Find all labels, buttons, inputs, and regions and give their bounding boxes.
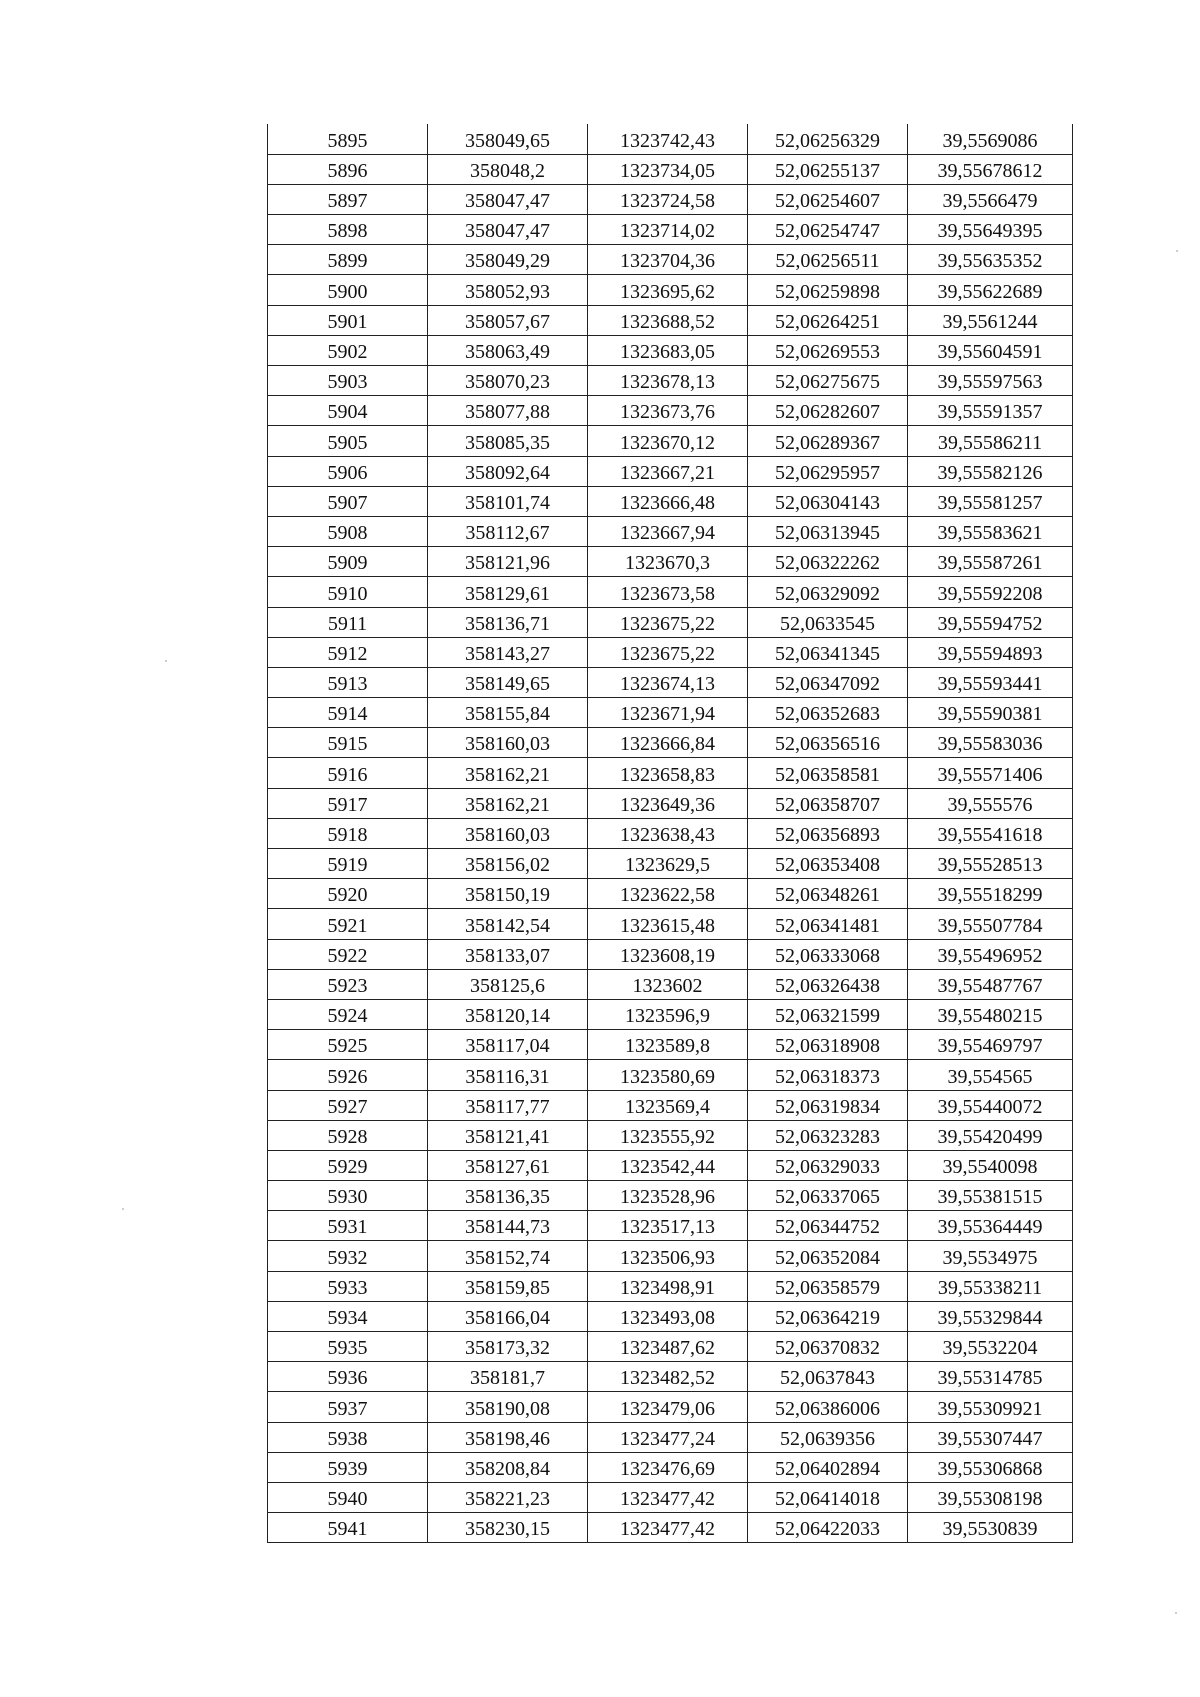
y-coordinate-cell: 1323673,76 xyxy=(588,396,748,426)
point-number-cell: 5936 xyxy=(268,1362,428,1392)
longitude-cell: 39,55571406 xyxy=(908,758,1073,788)
longitude-cell: 39,5566479 xyxy=(908,184,1073,214)
latitude-cell: 52,06319834 xyxy=(748,1090,908,1120)
latitude-cell: 52,06295957 xyxy=(748,456,908,486)
longitude-cell: 39,554565 xyxy=(908,1060,1073,1090)
y-coordinate-cell: 1323683,05 xyxy=(588,335,748,365)
latitude-cell: 52,0637843 xyxy=(748,1362,908,1392)
point-number-cell: 5900 xyxy=(268,275,428,305)
x-coordinate-cell: 358162,21 xyxy=(428,758,588,788)
table-body xyxy=(268,124,1073,1543)
latitude-cell: 52,06256329 xyxy=(748,124,908,154)
x-coordinate-cell: 358121,96 xyxy=(428,547,588,577)
x-coordinate-cell: 358149,65 xyxy=(428,667,588,697)
x-coordinate-cell: 358152,74 xyxy=(428,1241,588,1271)
longitude-cell: 39,55635352 xyxy=(908,245,1073,275)
x-coordinate-cell: 358125,6 xyxy=(428,969,588,999)
latitude-cell: 52,06282607 xyxy=(748,396,908,426)
point-number-cell: 5929 xyxy=(268,1150,428,1180)
table-row xyxy=(268,1422,1073,1452)
longitude-cell: 39,55420499 xyxy=(908,1120,1073,1150)
point-number-cell: 5895 xyxy=(268,124,428,154)
x-coordinate-cell: 358049,65 xyxy=(428,124,588,154)
table-row xyxy=(268,1060,1073,1090)
y-coordinate-cell: 1323596,9 xyxy=(588,999,748,1029)
x-coordinate-cell: 358112,67 xyxy=(428,516,588,546)
x-coordinate-cell: 358156,02 xyxy=(428,849,588,879)
y-coordinate-cell: 1323638,43 xyxy=(588,818,748,848)
point-number-cell: 5919 xyxy=(268,849,428,879)
table-row xyxy=(268,1120,1073,1150)
x-coordinate-cell: 358121,41 xyxy=(428,1120,588,1150)
x-coordinate-cell: 358063,49 xyxy=(428,335,588,365)
y-coordinate-cell: 1323629,5 xyxy=(588,849,748,879)
point-number-cell: 5934 xyxy=(268,1301,428,1331)
latitude-cell: 52,06341481 xyxy=(748,909,908,939)
y-coordinate-cell: 1323649,36 xyxy=(588,788,748,818)
x-coordinate-cell: 358136,71 xyxy=(428,607,588,637)
point-number-cell: 5898 xyxy=(268,215,428,245)
latitude-cell: 52,06358707 xyxy=(748,788,908,818)
longitude-cell: 39,5534975 xyxy=(908,1241,1073,1271)
y-coordinate-cell: 1323615,48 xyxy=(588,909,748,939)
latitude-cell: 52,06329033 xyxy=(748,1150,908,1180)
latitude-cell: 52,06269553 xyxy=(748,335,908,365)
longitude-cell: 39,55541618 xyxy=(908,818,1073,848)
latitude-cell: 52,06358581 xyxy=(748,758,908,788)
table-row xyxy=(268,1332,1073,1362)
y-coordinate-cell: 1323670,12 xyxy=(588,426,748,456)
y-coordinate-cell: 1323517,13 xyxy=(588,1211,748,1241)
x-coordinate-cell: 358221,23 xyxy=(428,1482,588,1512)
x-coordinate-cell: 358047,47 xyxy=(428,215,588,245)
point-number-cell: 5896 xyxy=(268,154,428,184)
table-row xyxy=(268,728,1073,758)
table-row xyxy=(268,1241,1073,1271)
longitude-cell: 39,55496952 xyxy=(908,939,1073,969)
table-row xyxy=(268,275,1073,305)
y-coordinate-cell: 1323673,58 xyxy=(588,577,748,607)
longitude-cell: 39,5561244 xyxy=(908,305,1073,335)
table-row xyxy=(268,909,1073,939)
x-coordinate-cell: 358190,08 xyxy=(428,1392,588,1422)
y-coordinate-cell: 1323688,52 xyxy=(588,305,748,335)
longitude-cell: 39,55594752 xyxy=(908,607,1073,637)
y-coordinate-cell: 1323671,94 xyxy=(588,698,748,728)
longitude-cell: 39,55440072 xyxy=(908,1090,1073,1120)
x-coordinate-cell: 358142,54 xyxy=(428,909,588,939)
x-coordinate-cell: 358085,35 xyxy=(428,426,588,456)
latitude-cell: 52,06353408 xyxy=(748,849,908,879)
x-coordinate-cell: 358092,64 xyxy=(428,456,588,486)
longitude-cell: 39,55487767 xyxy=(908,969,1073,999)
latitude-cell: 52,06254747 xyxy=(748,215,908,245)
table-row xyxy=(268,577,1073,607)
table-row xyxy=(268,788,1073,818)
x-coordinate-cell: 358166,04 xyxy=(428,1301,588,1331)
longitude-cell: 39,55314785 xyxy=(908,1362,1073,1392)
longitude-cell: 39,55622689 xyxy=(908,275,1073,305)
x-coordinate-cell: 358047,47 xyxy=(428,184,588,214)
table-row xyxy=(268,1030,1073,1060)
longitude-cell: 39,55586211 xyxy=(908,426,1073,456)
point-number-cell: 5940 xyxy=(268,1482,428,1512)
y-coordinate-cell: 1323580,69 xyxy=(588,1060,748,1090)
y-coordinate-cell: 1323479,06 xyxy=(588,1392,748,1422)
point-number-cell: 5932 xyxy=(268,1241,428,1271)
y-coordinate-cell: 1323658,83 xyxy=(588,758,748,788)
latitude-cell: 52,06337065 xyxy=(748,1181,908,1211)
latitude-cell: 52,06256511 xyxy=(748,245,908,275)
table-row xyxy=(268,245,1073,275)
latitude-cell: 52,06333068 xyxy=(748,939,908,969)
x-coordinate-cell: 358162,21 xyxy=(428,788,588,818)
y-coordinate-cell: 1323608,19 xyxy=(588,939,748,969)
table-row xyxy=(268,637,1073,667)
x-coordinate-cell: 358181,7 xyxy=(428,1362,588,1392)
point-number-cell: 5912 xyxy=(268,637,428,667)
y-coordinate-cell: 1323666,48 xyxy=(588,486,748,516)
y-coordinate-cell: 1323724,58 xyxy=(588,184,748,214)
longitude-cell: 39,55604591 xyxy=(908,335,1073,365)
y-coordinate-cell: 1323555,92 xyxy=(588,1120,748,1150)
point-number-cell: 5931 xyxy=(268,1211,428,1241)
table-row xyxy=(268,1090,1073,1120)
latitude-cell: 52,06304143 xyxy=(748,486,908,516)
scan-speck xyxy=(122,1208,124,1210)
latitude-cell: 52,06386006 xyxy=(748,1392,908,1422)
longitude-cell: 39,55583621 xyxy=(908,516,1073,546)
coordinates-table xyxy=(267,124,1073,1543)
point-number-cell: 5909 xyxy=(268,547,428,577)
longitude-cell: 39,55381515 xyxy=(908,1181,1073,1211)
x-coordinate-cell: 358127,61 xyxy=(428,1150,588,1180)
longitude-cell: 39,5532204 xyxy=(908,1332,1073,1362)
longitude-cell: 39,55364449 xyxy=(908,1211,1073,1241)
y-coordinate-cell: 1323667,21 xyxy=(588,456,748,486)
x-coordinate-cell: 358116,31 xyxy=(428,1060,588,1090)
table-row xyxy=(268,184,1073,214)
table-row xyxy=(268,516,1073,546)
latitude-cell: 52,06255137 xyxy=(748,154,908,184)
table-row xyxy=(268,849,1073,879)
point-number-cell: 5922 xyxy=(268,939,428,969)
latitude-cell: 52,0633545 xyxy=(748,607,908,637)
point-number-cell: 5905 xyxy=(268,426,428,456)
point-number-cell: 5920 xyxy=(268,879,428,909)
point-number-cell: 5915 xyxy=(268,728,428,758)
table-row xyxy=(268,486,1073,516)
table-row xyxy=(268,1452,1073,1482)
point-number-cell: 5924 xyxy=(268,999,428,1029)
table-row xyxy=(268,818,1073,848)
point-number-cell: 5914 xyxy=(268,698,428,728)
table-row xyxy=(268,1211,1073,1241)
latitude-cell: 52,06329092 xyxy=(748,577,908,607)
point-number-cell: 5918 xyxy=(268,818,428,848)
longitude-cell: 39,55309921 xyxy=(908,1392,1073,1422)
latitude-cell: 52,06402894 xyxy=(748,1452,908,1482)
longitude-cell: 39,55338211 xyxy=(908,1271,1073,1301)
point-number-cell: 5925 xyxy=(268,1030,428,1060)
y-coordinate-cell: 1323589,8 xyxy=(588,1030,748,1060)
x-coordinate-cell: 358077,88 xyxy=(428,396,588,426)
longitude-cell: 39,55591357 xyxy=(908,396,1073,426)
longitude-cell: 39,55518299 xyxy=(908,879,1073,909)
latitude-cell: 52,06259898 xyxy=(748,275,908,305)
longitude-cell: 39,55306868 xyxy=(908,1452,1073,1482)
point-number-cell: 5901 xyxy=(268,305,428,335)
point-number-cell: 5941 xyxy=(268,1513,428,1543)
longitude-cell: 39,55590381 xyxy=(908,698,1073,728)
latitude-cell: 52,06356516 xyxy=(748,728,908,758)
point-number-cell: 5911 xyxy=(268,607,428,637)
x-coordinate-cell: 358129,61 xyxy=(428,577,588,607)
x-coordinate-cell: 358120,14 xyxy=(428,999,588,1029)
table-row xyxy=(268,1362,1073,1392)
y-coordinate-cell: 1323542,44 xyxy=(588,1150,748,1180)
x-coordinate-cell: 358052,93 xyxy=(428,275,588,305)
point-number-cell: 5910 xyxy=(268,577,428,607)
table-row xyxy=(268,607,1073,637)
longitude-cell: 39,55507784 xyxy=(908,909,1073,939)
latitude-cell: 52,06364219 xyxy=(748,1301,908,1331)
table-row xyxy=(268,1513,1073,1543)
longitude-cell: 39,55581257 xyxy=(908,486,1073,516)
longitude-cell: 39,55587261 xyxy=(908,547,1073,577)
y-coordinate-cell: 1323477,42 xyxy=(588,1513,748,1543)
latitude-cell: 52,06318373 xyxy=(748,1060,908,1090)
y-coordinate-cell: 1323477,24 xyxy=(588,1422,748,1452)
y-coordinate-cell: 1323477,42 xyxy=(588,1482,748,1512)
x-coordinate-cell: 358150,19 xyxy=(428,879,588,909)
point-number-cell: 5921 xyxy=(268,909,428,939)
latitude-cell: 52,06341345 xyxy=(748,637,908,667)
longitude-cell: 39,5569086 xyxy=(908,124,1073,154)
longitude-cell: 39,555576 xyxy=(908,788,1073,818)
point-number-cell: 5903 xyxy=(268,366,428,396)
longitude-cell: 39,55307447 xyxy=(908,1422,1073,1452)
scan-speck xyxy=(1175,1612,1177,1614)
y-coordinate-cell: 1323674,13 xyxy=(588,667,748,697)
point-number-cell: 5928 xyxy=(268,1120,428,1150)
y-coordinate-cell: 1323498,91 xyxy=(588,1271,748,1301)
latitude-cell: 52,06275675 xyxy=(748,366,908,396)
x-coordinate-cell: 358048,2 xyxy=(428,154,588,184)
latitude-cell: 52,06313945 xyxy=(748,516,908,546)
y-coordinate-cell: 1323675,22 xyxy=(588,607,748,637)
point-number-cell: 5930 xyxy=(268,1181,428,1211)
point-number-cell: 5907 xyxy=(268,486,428,516)
longitude-cell: 39,55594893 xyxy=(908,637,1073,667)
y-coordinate-cell: 1323742,43 xyxy=(588,124,748,154)
longitude-cell: 39,5530839 xyxy=(908,1513,1073,1543)
point-number-cell: 5913 xyxy=(268,667,428,697)
x-coordinate-cell: 358101,74 xyxy=(428,486,588,516)
y-coordinate-cell: 1323675,22 xyxy=(588,637,748,667)
x-coordinate-cell: 358117,04 xyxy=(428,1030,588,1060)
table-row xyxy=(268,215,1073,245)
x-coordinate-cell: 358057,67 xyxy=(428,305,588,335)
longitude-cell: 39,55583036 xyxy=(908,728,1073,758)
table-row xyxy=(268,969,1073,999)
y-coordinate-cell: 1323506,93 xyxy=(588,1241,748,1271)
x-coordinate-cell: 358117,77 xyxy=(428,1090,588,1120)
longitude-cell: 39,55528513 xyxy=(908,849,1073,879)
point-number-cell: 5938 xyxy=(268,1422,428,1452)
x-coordinate-cell: 358133,07 xyxy=(428,939,588,969)
point-number-cell: 5935 xyxy=(268,1332,428,1362)
y-coordinate-cell: 1323487,62 xyxy=(588,1332,748,1362)
table-row xyxy=(268,667,1073,697)
point-number-cell: 5926 xyxy=(268,1060,428,1090)
table-row xyxy=(268,154,1073,184)
longitude-cell: 39,55582126 xyxy=(908,456,1073,486)
latitude-cell: 52,06352084 xyxy=(748,1241,908,1271)
point-number-cell: 5916 xyxy=(268,758,428,788)
y-coordinate-cell: 1323670,3 xyxy=(588,547,748,577)
y-coordinate-cell: 1323493,08 xyxy=(588,1301,748,1331)
table-row xyxy=(268,939,1073,969)
latitude-cell: 52,06347092 xyxy=(748,667,908,697)
point-number-cell: 5937 xyxy=(268,1392,428,1422)
y-coordinate-cell: 1323695,62 xyxy=(588,275,748,305)
longitude-cell: 39,55597563 xyxy=(908,366,1073,396)
latitude-cell: 52,06254607 xyxy=(748,184,908,214)
y-coordinate-cell: 1323482,52 xyxy=(588,1362,748,1392)
table-row xyxy=(268,1181,1073,1211)
latitude-cell: 52,06323283 xyxy=(748,1120,908,1150)
y-coordinate-cell: 1323528,96 xyxy=(588,1181,748,1211)
table-row xyxy=(268,547,1073,577)
y-coordinate-cell: 1323569,4 xyxy=(588,1090,748,1120)
table-row xyxy=(268,1271,1073,1301)
longitude-cell: 39,55592208 xyxy=(908,577,1073,607)
latitude-cell: 52,06344752 xyxy=(748,1211,908,1241)
x-coordinate-cell: 358208,84 xyxy=(428,1452,588,1482)
table-row xyxy=(268,698,1073,728)
table-row xyxy=(268,879,1073,909)
y-coordinate-cell: 1323667,94 xyxy=(588,516,748,546)
table-row xyxy=(268,758,1073,788)
point-number-cell: 5904 xyxy=(268,396,428,426)
x-coordinate-cell: 358198,46 xyxy=(428,1422,588,1452)
point-number-cell: 5902 xyxy=(268,335,428,365)
latitude-cell: 52,06422033 xyxy=(748,1513,908,1543)
point-number-cell: 5917 xyxy=(268,788,428,818)
y-coordinate-cell: 1323714,02 xyxy=(588,215,748,245)
table-row xyxy=(268,999,1073,1029)
longitude-cell: 39,55308198 xyxy=(908,1482,1073,1512)
x-coordinate-cell: 358160,03 xyxy=(428,728,588,758)
longitude-cell: 39,55649395 xyxy=(908,215,1073,245)
point-number-cell: 5899 xyxy=(268,245,428,275)
y-coordinate-cell: 1323476,69 xyxy=(588,1452,748,1482)
latitude-cell: 52,06358579 xyxy=(748,1271,908,1301)
table-row xyxy=(268,396,1073,426)
latitude-cell: 52,06356893 xyxy=(748,818,908,848)
table-row xyxy=(268,335,1073,365)
x-coordinate-cell: 358230,15 xyxy=(428,1513,588,1543)
latitude-cell: 52,06318908 xyxy=(748,1030,908,1060)
y-coordinate-cell: 1323666,84 xyxy=(588,728,748,758)
table-row xyxy=(268,1482,1073,1512)
latitude-cell: 52,06326438 xyxy=(748,969,908,999)
latitude-cell: 52,06321599 xyxy=(748,999,908,1029)
table-row xyxy=(268,366,1073,396)
table-row xyxy=(268,1301,1073,1331)
x-coordinate-cell: 358143,27 xyxy=(428,637,588,667)
y-coordinate-cell: 1323678,13 xyxy=(588,366,748,396)
y-coordinate-cell: 1323622,58 xyxy=(588,879,748,909)
x-coordinate-cell: 358160,03 xyxy=(428,818,588,848)
scan-speck xyxy=(165,660,167,662)
x-coordinate-cell: 358049,29 xyxy=(428,245,588,275)
latitude-cell: 52,06264251 xyxy=(748,305,908,335)
longitude-cell: 39,5540098 xyxy=(908,1150,1073,1180)
point-number-cell: 5908 xyxy=(268,516,428,546)
y-coordinate-cell: 1323704,36 xyxy=(588,245,748,275)
x-coordinate-cell: 358173,32 xyxy=(428,1332,588,1362)
point-number-cell: 5897 xyxy=(268,184,428,214)
x-coordinate-cell: 358136,35 xyxy=(428,1181,588,1211)
table-row xyxy=(268,1150,1073,1180)
table-row xyxy=(268,124,1073,154)
x-coordinate-cell: 358155,84 xyxy=(428,698,588,728)
point-number-cell: 5923 xyxy=(268,969,428,999)
longitude-cell: 39,55678612 xyxy=(908,154,1073,184)
latitude-cell: 52,06414018 xyxy=(748,1482,908,1512)
table-row xyxy=(268,426,1073,456)
point-number-cell: 5933 xyxy=(268,1271,428,1301)
x-coordinate-cell: 358144,73 xyxy=(428,1211,588,1241)
longitude-cell: 39,55329844 xyxy=(908,1301,1073,1331)
point-number-cell: 5927 xyxy=(268,1090,428,1120)
latitude-cell: 52,0639356 xyxy=(748,1422,908,1452)
y-coordinate-cell: 1323734,05 xyxy=(588,154,748,184)
table-row xyxy=(268,1392,1073,1422)
point-number-cell: 5939 xyxy=(268,1452,428,1482)
latitude-cell: 52,06348261 xyxy=(748,879,908,909)
longitude-cell: 39,55593441 xyxy=(908,667,1073,697)
table-row xyxy=(268,456,1073,486)
scan-speck xyxy=(1176,250,1178,252)
x-coordinate-cell: 358070,23 xyxy=(428,366,588,396)
x-coordinate-cell: 358159,85 xyxy=(428,1271,588,1301)
latitude-cell: 52,06322262 xyxy=(748,547,908,577)
latitude-cell: 52,06370832 xyxy=(748,1332,908,1362)
y-coordinate-cell: 1323602 xyxy=(588,969,748,999)
table-row xyxy=(268,305,1073,335)
longitude-cell: 39,55480215 xyxy=(908,999,1073,1029)
point-number-cell: 5906 xyxy=(268,456,428,486)
latitude-cell: 52,06289367 xyxy=(748,426,908,456)
latitude-cell: 52,06352683 xyxy=(748,698,908,728)
longitude-cell: 39,55469797 xyxy=(908,1030,1073,1060)
